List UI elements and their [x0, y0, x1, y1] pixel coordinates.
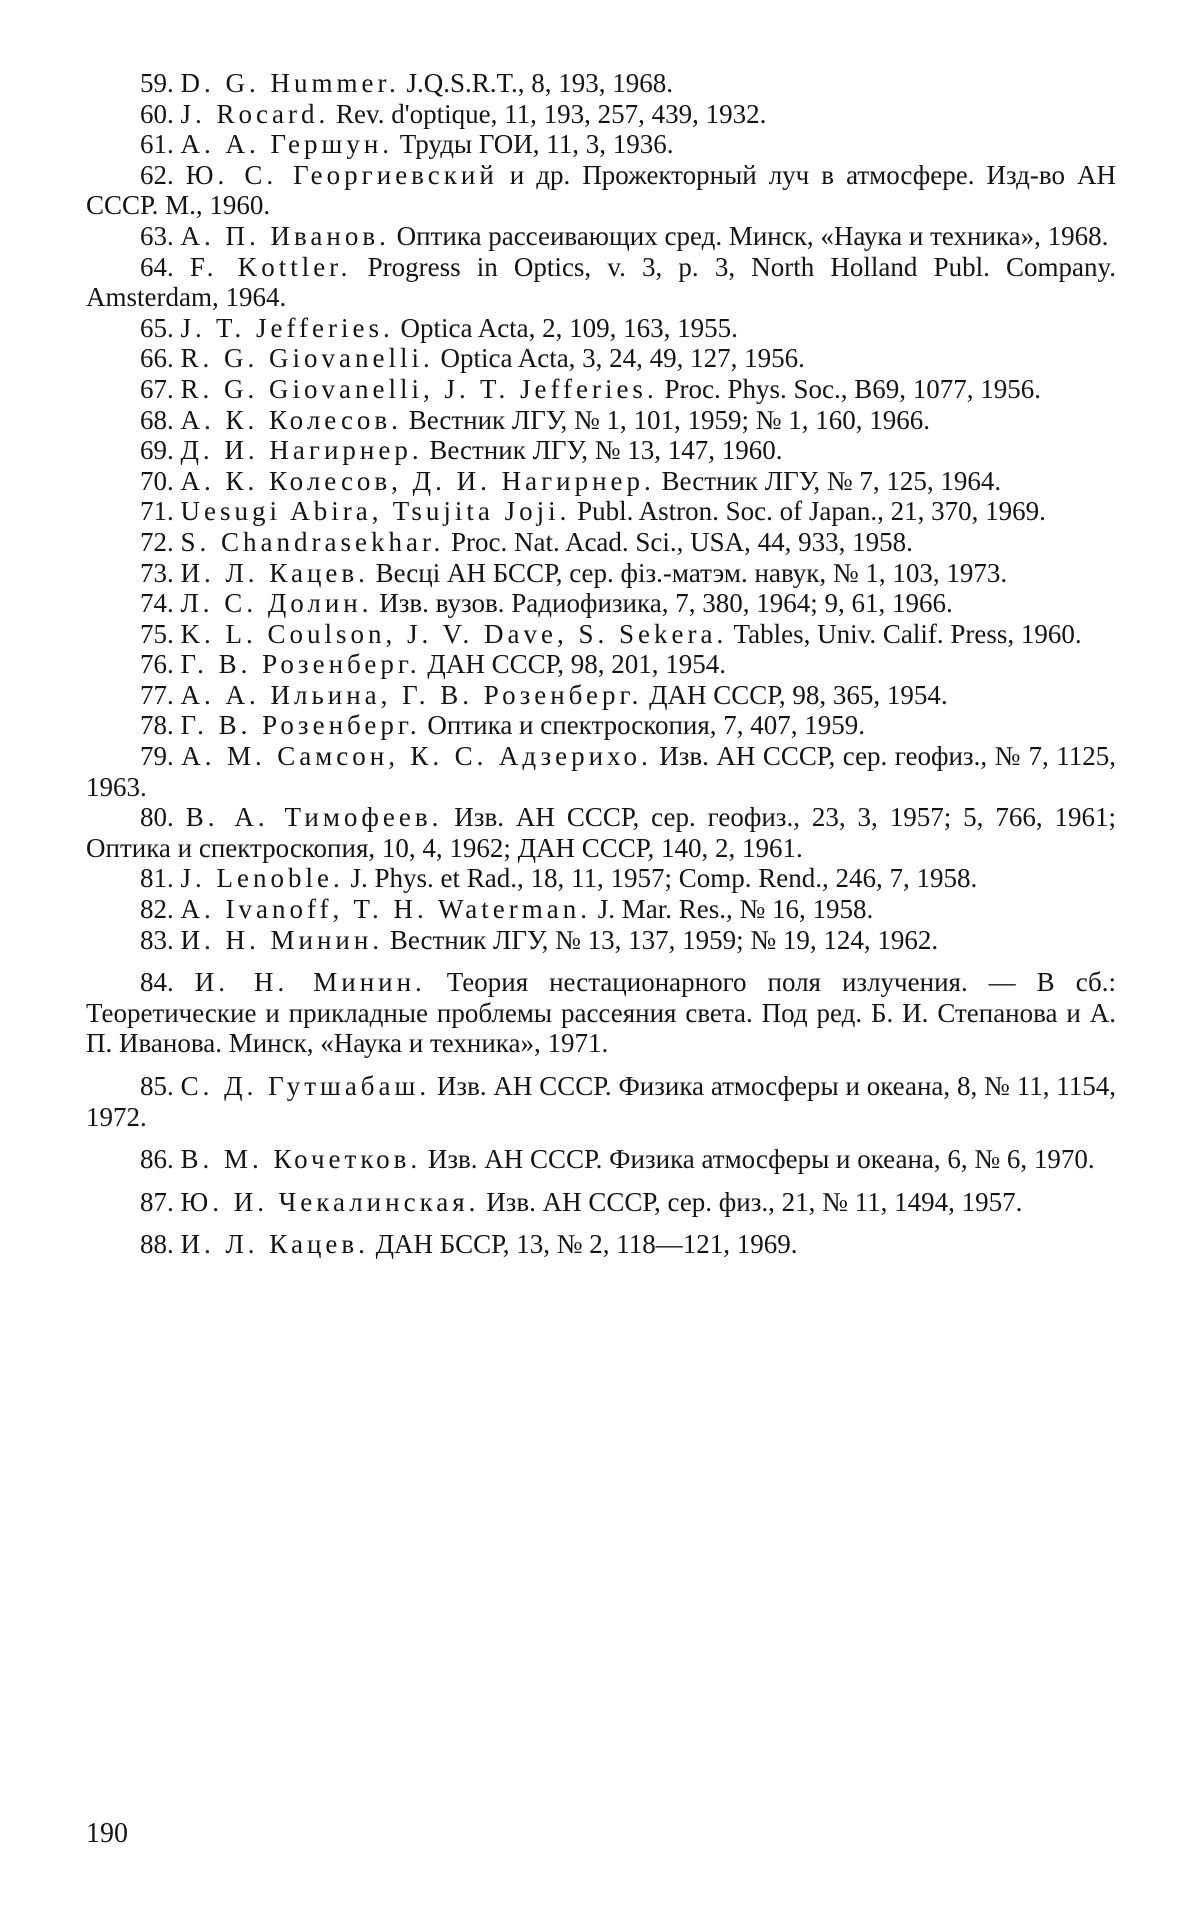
reference-source: Изв. АН СССР, сер. физ., 21, № 11, 1494, 1957. [479, 1186, 1023, 1217]
reference-number: 84. [140, 967, 174, 998]
reference-author: Л. С. Долин. [180, 588, 373, 619]
reference-author: A. Ivanoff, T. H. Waterman. [180, 894, 591, 925]
reference-author: И. Н. Минин. [180, 924, 384, 955]
reference-item [86, 374, 1116, 405]
reference-source: Вестник ЛГУ, № 13, 147, 1960. [422, 435, 783, 466]
reference-author: А. А. Гершун. [180, 129, 394, 160]
reference-item [86, 160, 1116, 221]
reference-item [86, 252, 1116, 313]
reference-number: 69. [140, 435, 174, 466]
reference-number: 67. [140, 373, 174, 404]
reference-source: Теория нестационарного поля излучения. — В сб.: Теоретические и прикладные проблемы рассеяния света. Под ред. Б. И. Степанова и А. П. Иванова. Минск, «Наука и техника», 1971. [86, 967, 1116, 1059]
reference-source: ДАН СССР, 98, 201, 1954. [420, 649, 727, 680]
reference-source: Optica Acta, 3, 24, 49, 127, 1956. [433, 343, 805, 374]
reference-item [86, 925, 1116, 956]
reference-source: Изв. АН СССР, сер. геофиз., № 7, 1125, 1963. [86, 741, 1117, 802]
reference-author: С. Д. Гутшабаш. [180, 1071, 431, 1101]
reference-number: 80. [140, 802, 174, 833]
reference-author: В. М. Кочетков. [180, 1144, 422, 1175]
reference-author: K. L. Coulson, J. V. Dave, S. Sekera. [180, 618, 728, 649]
reference-author: R. G. Giovanelli. [180, 343, 434, 374]
reference-number: 79. [140, 741, 174, 772]
reference-source: Вестник ЛГУ, № 7, 125, 1964. [654, 465, 1002, 496]
reference-number: 73. [140, 557, 174, 588]
reference-author: В. А. Тимофеев. [185, 802, 443, 833]
page-number: 190 [86, 1818, 128, 1849]
reference-source: Progress in Optics, v. 3, p. 3, North Holland Publ. Company. Amsterdam, 1964. [86, 251, 1116, 313]
reference-source: Tables, Univ. Calif. Press, 1960. [727, 618, 1082, 649]
reference-source: Вестник ЛГУ, № 1, 101, 1959; № 1, 160, 1966. [401, 404, 931, 435]
reference-source: Вестник ЛГУ, № 13, 137, 1959; № 19, 124, 1962. [383, 924, 939, 955]
reference-number: 81. [140, 863, 174, 894]
reference-number: 65. [140, 312, 174, 343]
reference-source: Publ. Astron. Soc. of Japan., 21, 370, 1969. [570, 496, 1046, 527]
reference-item [86, 558, 1116, 589]
reference-item [86, 588, 1116, 619]
reference-source: и др. Прожекторный луч в атмосфере. Изд-во АН СССР. М., 1960. [86, 159, 1116, 221]
reference-author: J. Rocard. [180, 98, 330, 129]
reference-source: Оптика и спектроскопия, 7, 407, 1959. [420, 710, 866, 741]
reference-number: 82. [140, 894, 174, 925]
reference-author: Г. В. Розенберг. [180, 710, 421, 741]
reference-item [86, 1187, 1116, 1218]
reference-number: 70. [140, 465, 174, 496]
reference-item [86, 496, 1116, 527]
reference-author: R. G. Giovanelli, J. T. Jefferies. [180, 373, 658, 404]
reference-number: 77. [140, 679, 174, 710]
reference-number: 66. [140, 343, 174, 374]
reference-number: 64. [140, 251, 174, 282]
reference-author: Ю. И. Чекалинская. [180, 1186, 480, 1217]
reference-item [86, 967, 1116, 1059]
reference-number: 62. [140, 159, 174, 190]
reference-source: ДАН БССР, 13, № 2, 118—121, 1969. [368, 1229, 798, 1260]
reference-author: И. Н. Минин. [194, 967, 426, 998]
reference-number: 63. [140, 220, 174, 251]
reference-author: Г. В. Розенберг. [180, 649, 421, 680]
reference-author: А. К. Колесов. [180, 404, 402, 435]
reference-list [86, 68, 1116, 1260]
reference-number: 75. [140, 618, 174, 649]
reference-number: 87. [140, 1186, 174, 1217]
reference-source: Изв. АН СССР, сер. геофиз., 23, 3, 1957; 5, 766, 1961; Оптика и спектроскопия, 10, 4, 1962; ДАН СССР, 140, 2, 1961. [86, 802, 1117, 863]
reference-source: Rev. d'optique, 11, 193, 257, 439, 1932. [329, 98, 767, 129]
reference-item [86, 466, 1116, 497]
reference-author: J. T. Jefferies. [180, 312, 394, 343]
reference-item [86, 1144, 1116, 1175]
reference-number: 83. [140, 924, 174, 955]
reference-source: J. Mar. Res., № 16, 1958. [591, 894, 874, 925]
reference-item [86, 221, 1116, 252]
reference-source: Труды ГОИ, 11, 3, 1936. [393, 129, 674, 160]
reference-author: А. К. Колесов, Д. И. Нагирнер. [180, 465, 655, 496]
reference-number: 61. [140, 129, 174, 160]
reference-number: 72. [140, 526, 174, 557]
reference-item [86, 129, 1116, 160]
reference-number: 86. [140, 1144, 174, 1175]
reference-author: J. Lenoble. [180, 863, 344, 894]
reference-item [86, 313, 1116, 344]
reference-author: S. Chandrasekhar. [180, 526, 445, 557]
reference-item [86, 894, 1116, 925]
reference-item [86, 741, 1116, 802]
reference-author: Uesugi Abira, Tsujita Joji. [180, 496, 571, 527]
reference-source: Optica Acta, 2, 109, 163, 1955. [393, 312, 738, 343]
reference-source: Оптика рассеивающих сред. Минск, «Наука и техника», 1968. [389, 220, 1109, 251]
reference-source: J.Q.S.R.T., 8, 193, 1968. [399, 68, 674, 98]
reference-item [86, 343, 1116, 374]
reference-author: А. П. Иванов. [180, 220, 390, 251]
reference-item [86, 1071, 1116, 1132]
reference-item [86, 435, 1116, 466]
reference-item [86, 1229, 1116, 1260]
reference-item [86, 68, 1116, 99]
reference-author: А. М. Самсон, К. С. Адзерихо. [181, 741, 652, 772]
reference-source: Изв. вузов. Радиофизика, 7, 380, 1964; 9, 61, 1966. [372, 588, 953, 619]
reference-item [86, 710, 1116, 741]
reference-item [86, 863, 1116, 894]
reference-author: F. Kottler. [189, 251, 352, 282]
reference-number: 76. [140, 649, 174, 680]
reference-source: ДАН СССР, 98, 365, 1954. [642, 679, 948, 710]
reference-number: 85. [140, 1071, 174, 1101]
reference-author: А. А. Ильина, Г. В. Розенберг. [180, 679, 643, 710]
reference-number: 88. [140, 1229, 174, 1260]
reference-number: 71. [140, 496, 174, 527]
reference-item [86, 619, 1116, 650]
reference-author: И. Л. Кацев. [180, 557, 369, 588]
reference-item [86, 649, 1116, 680]
reference-author: Ю. С. Георгиевский [185, 159, 498, 190]
reference-item [86, 405, 1116, 436]
reference-author: Д. И. Нагирнер. [180, 435, 423, 466]
reference-item [86, 680, 1116, 711]
reference-source: Proc. Nat. Acad. Sci., USA, 44, 933, 1958. [444, 526, 913, 557]
reference-source: Изв. АН СССР. Физика атмосферы и океана, 8, № 11, 1154, 1972. [86, 1071, 1117, 1132]
reference-source: Изв. АН СССР. Физика атмосферы и океана, 6, № 6, 1970. [421, 1144, 1095, 1175]
reference-item [86, 802, 1116, 863]
reference-item [86, 527, 1116, 558]
reference-number: 68. [140, 404, 174, 435]
reference-number: 59. [140, 68, 174, 98]
reference-source: Proc. Phys. Soc., B69, 1077, 1956. [657, 373, 1041, 404]
reference-source: J. Phys. et Rad., 18, 11, 1957; Comp. Rend., 246, 7, 1958. [343, 863, 978, 894]
reference-source: Весці АН БССР, сер. фіз.-матэм. навук, № 1, 103, 1973. [368, 557, 1008, 588]
reference-author: И. Л. Кацев. [180, 1229, 369, 1260]
reference-number: 60. [140, 98, 174, 129]
reference-item [86, 99, 1116, 130]
reference-author: D. G. Hummer. [180, 68, 400, 98]
reference-number: 74. [140, 588, 174, 619]
reference-number: 78. [140, 710, 174, 741]
